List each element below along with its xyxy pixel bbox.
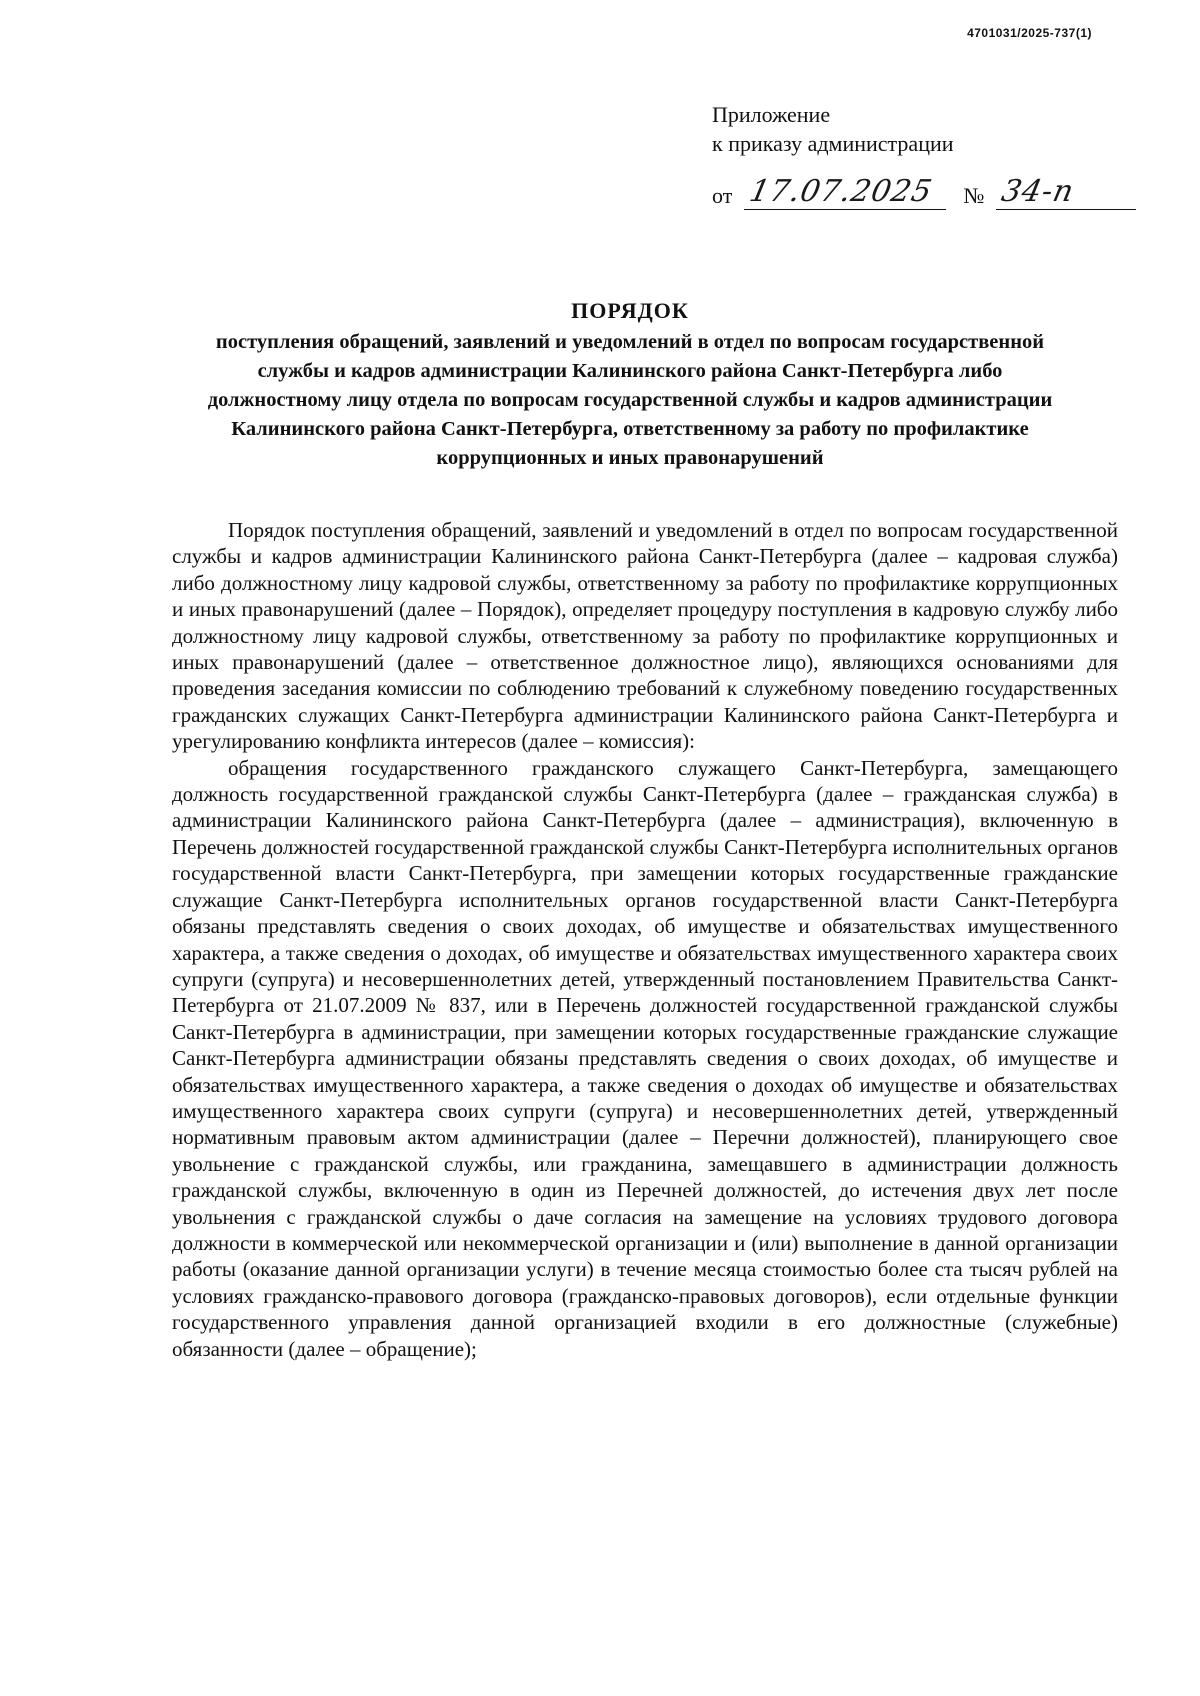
order-date-number-line bbox=[712, 174, 1132, 220]
document-title: ПОРЯДОК bbox=[571, 298, 689, 323]
attachment-reference: к приказу администрации bbox=[712, 131, 954, 156]
date-prefix: от bbox=[712, 183, 733, 208]
attachment-label: Приложение bbox=[712, 102, 831, 127]
handwritten-number: 34-п bbox=[998, 174, 1078, 209]
handwritten-date: 17.07.2025 bbox=[746, 174, 936, 209]
registration-number: 4701031/2025-737(1) bbox=[967, 26, 1092, 40]
document-body bbox=[172, 517, 1118, 1362]
document-heading bbox=[150, 296, 1110, 473]
number-prefix: № bbox=[963, 183, 985, 208]
attachment-header bbox=[712, 100, 1132, 158]
number-field bbox=[996, 174, 1136, 210]
body-paragraph: Порядок поступления обращений, заявлений и уведомлений в отдел по вопросам государственной службы и кадров администрации Калининского района Санкт-Петербурга (далее – кадровая служба) либо должностному лицу кадровой службы, ответственному за работу по профилактике коррупционных и иных правонарушений (далее – Порядок), определяет процедуру поступления в кадровую службу либо должностному лицу кадровой службы, ответственному за работу по профилактике коррупционных и иных правонарушений (далее – ответственное должностное лицо), являющихся основаниями для проведения заседания комиссии по соблюдению требований к служебному поведению государственных гражданских служащих Санкт-Петербурга администрации Калининского района Санкт-Петербурга и урегулированию конфликта интересов (далее – комиссия): bbox=[172, 518, 1118, 754]
body-paragraph: обращения государственного гражданского служащего Санкт-Петербурга, замещающего должность государственной гражданской службы Санкт-Петербурга (далее – гражданская служба) в администрации Калининского района Санкт-Петербурга (далее – администрация), включенную в Перечень должностей государственной гражданской службы Санкт-Петербурга исполнительных органов государственной власти Санкт-Петербурга, при замещении которых государственные гражданские служащие Санкт-Петербурга исполнительных органов государственной власти Санкт-Петербурга обязаны представлять сведения о своих доходах, об имуществе и обязательствах имущественного характера, а также сведения о доходах, об имуществе и обязательствах имущественного характера своих супруги (супруга) и несовершеннолетних детей, утвержденный постановлением Правительства Санкт-Петербурга от 21.07.2009 № 837, или в Перечень должностей государственной гражданской службы Санкт-Петербурга в администрации, при замещении которых государственные гражданские служащие Санкт-Петербурга администрации обязаны представлять сведения о своих доходах, об имуществе и обязательствах имущественного характера, а также сведения о доходах об имуществе и обязательствах имущественного характера своих супруги (супруга) и несовершеннолетних детей, утвержденный нормативным правовым актом администрации (далее – Перечни должностей), планирующего свое увольнение с гражданской службы, или гражданина, замещавшего в администрации должность гражданской службы, включенную в один из Перечней должностей, до истечения двух лет после увольнения с гражданской службы о даче согласия на замещение на условиях трудового договора должности в коммерческой или некоммерческой организации и (или) выполнение в данной организации работы (оказание данной организации услуги) в течение месяца стоимостью более ста тысяч рублей на условиях гражданско-правового договора (гражданско-правовых договоров), если отдельные функции государственного управления данной организацией входили в его должностные (служебные) обязанности (далее – обращение); bbox=[172, 755, 1118, 1361]
date-field bbox=[744, 174, 946, 210]
document-subtitle: поступления обращений, заявлений и уведомлений в отдел по вопросам государственной службы и кадров администрации Калининского района Санкт-Петербурга либо должностному лицу отдела по вопросам государственной службы и кадров администрации Калининского района Санкт-Петербурга, ответственному за работу по профилактике коррупционных и иных правонарушений bbox=[207, 331, 1053, 469]
